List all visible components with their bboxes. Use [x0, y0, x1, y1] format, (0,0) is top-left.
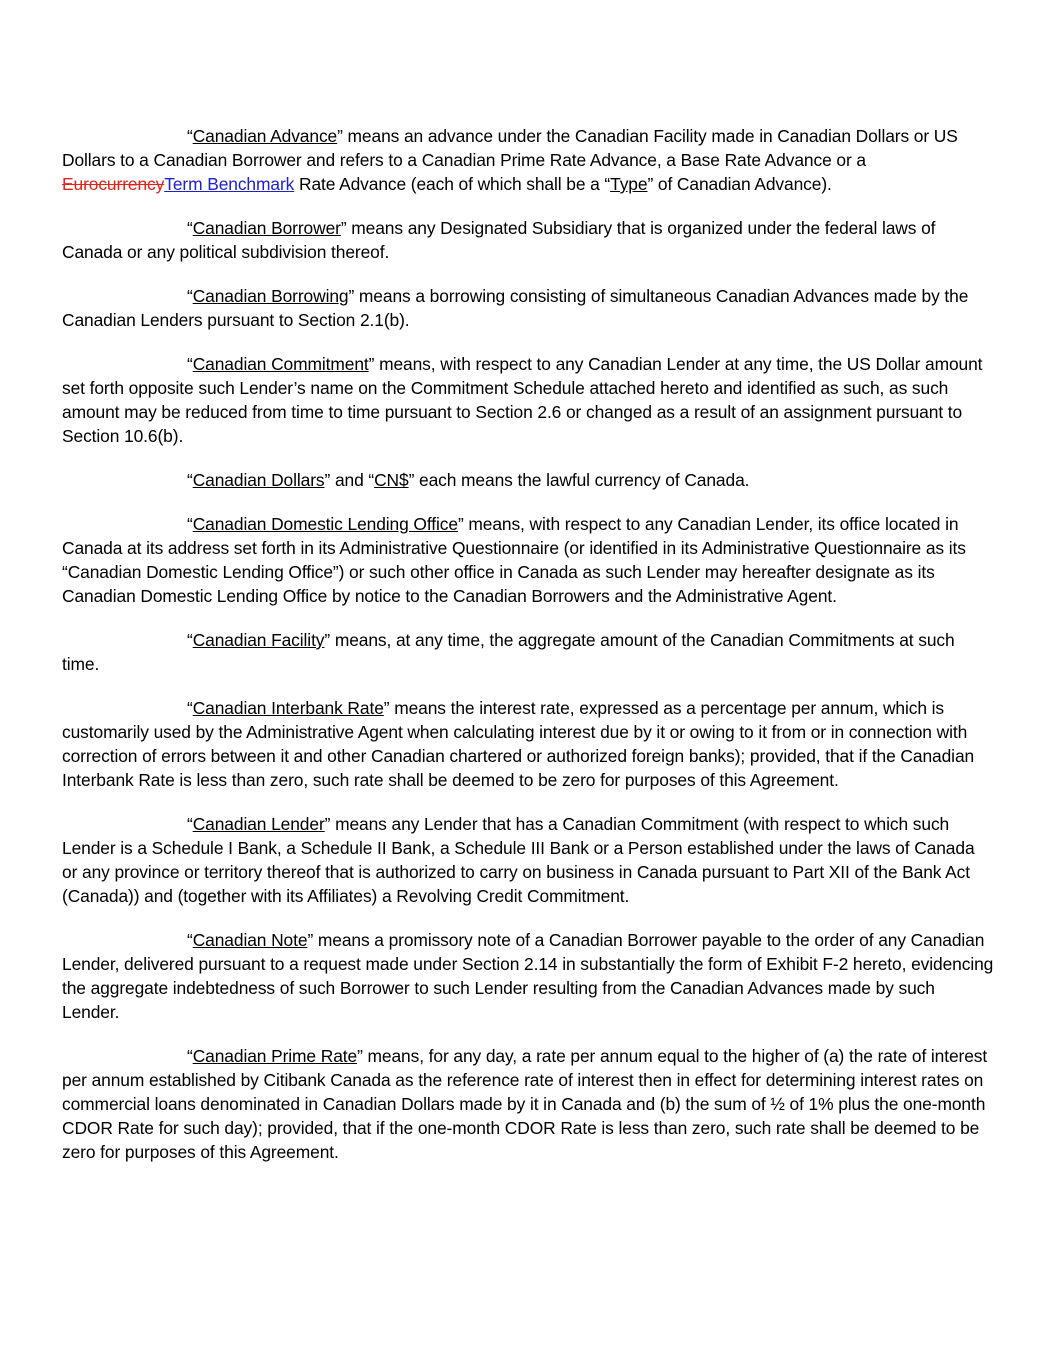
text-run: ” means, with respect to any Canadian Lender, its office located in Canada at its address set forth in its Administrative Questionnaire (or identified in its Administrative Questionnaire as its “Canadian Domestic Lending Office”) or such other office in Canada as such Lender may hereafter designate as its Canadian Domestic Lending Office by notice to the Canadian Borrowers and the Administrative Agent.	[62, 514, 966, 606]
defined-term: Type	[610, 174, 648, 194]
text-run: ” means, with respect to any Canadian Lender at any time, the US Dollar amount set forth opposite such Lender’s name on the Commitment Schedule attached hereto and identified as such, as such amount may be reduced from time to time pursuant to Section 2.6 or changed as a result of an assignment pursuant to Section 10.6(b).	[62, 354, 983, 446]
text-run: “	[187, 286, 193, 306]
text-run: ” each means the lawful currency of Canada.	[408, 470, 750, 490]
defined-term: Canadian Domestic Lending Office	[192, 514, 458, 534]
text-run: ” means, for any day, a rate per annum equal to the higher of (a) the rate of interest per annum established by Citibank Canada as the reference rate of interest then in effect for determining interest rates on commercial loans denominated in Canadian Dollars made by it in Canada and (b) the sum of ½ of 1% plus the one-month CDOR Rate for such day); provided, that if the one-month CDOR Rate is less than zero, such rate shall be deemed to be zero for purposes of this Agreement.	[62, 1046, 988, 1162]
text-run: “	[187, 514, 193, 534]
defined-term: Canadian Facility	[192, 630, 325, 650]
defined-term: Canadian Interbank Rate	[192, 698, 384, 718]
text-run: Rate Advance (each of which shall be a “	[294, 174, 611, 194]
text-run: ” means any Designated Subsidiary that is organized under the federal laws of Canada or any political subdivision thereof.	[62, 218, 936, 262]
text-run: ” means any Lender that has a Canadian Commitment (with respect to which such Lender is a Schedule I Bank, a Schedule II Bank, a Schedule III Bank or a Person established under the laws of Canada or any province or territory thereof that is authorized to carry on business in Canada pursuant to Part XII of the Bank Act (Canada)) and (together with its Affiliates) a Revolving Credit Commitment.	[62, 814, 975, 906]
defined-term: Canadian Note	[192, 930, 308, 950]
text-run: “	[187, 218, 193, 238]
text-run: “	[187, 1046, 193, 1066]
text-run: ” means, at any time, the aggregate amount of the Canadian Commitments at such time.	[62, 630, 955, 674]
text-run: ” and “	[324, 470, 375, 490]
definitions-section	[62, 124, 994, 1184]
definition-canadian-note	[62, 928, 994, 1024]
text-run: “	[187, 930, 193, 950]
defined-term: Canadian Borrower	[192, 218, 341, 238]
text-run: ” of Canadian Advance).	[647, 174, 832, 194]
definition-canadian-prime-rate	[62, 1044, 994, 1164]
defined-term: Canadian Borrowing	[192, 286, 349, 306]
defined-term: Canadian Commitment	[192, 354, 369, 374]
definition-canadian-advance	[62, 124, 994, 196]
text-run: ” means a promissory note of a Canadian Borrower payable to the order of any Canadian Lender, delivered pursuant to a request made under Section 2.14 in substantially the form of Exhibit F-2 hereto, evidencing the aggregate indebtedness of such Borrower to such Lender resulting from the Canadian Advances made by such Lender.	[62, 930, 994, 1022]
tracked-deletion: Eurocurrency	[62, 174, 165, 194]
text-run: ” means the interest rate, expressed as a percentage per annum, which is customarily used by the Administrative Agent when calculating interest due by it or owing to it from or in connection with correction of errors between it and other Canadian chartered or authorized foreign banks); provided, that if the Canadian Interbank Rate is less than zero, such rate shall be deemed to be zero for purposes of this Agreement.	[62, 698, 975, 790]
definition-canadian-lender	[62, 812, 994, 908]
definition-canadian-commitment	[62, 352, 994, 448]
text-run: ” means a borrowing consisting of simultaneous Canadian Advances made by the Canadian Lenders pursuant to Section 2.1(b).	[62, 286, 969, 330]
defined-term: Canadian Lender	[192, 814, 325, 834]
text-run: “	[187, 630, 193, 650]
text-run: ” means an advance under the Canadian Facility made in Canadian Dollars or US Dollars to a Canadian Borrower and refers to a Canadian Prime Rate Advance, a Base Rate Advance or a	[62, 126, 958, 170]
definition-canadian-facility	[62, 628, 994, 676]
definition-canadian-borrower	[62, 216, 994, 264]
defined-term: Canadian Dollars	[192, 470, 325, 490]
definition-canadian-dollars	[62, 468, 994, 492]
text-run: “	[187, 814, 193, 834]
defined-term: CN$	[374, 470, 409, 490]
text-run: “	[187, 470, 193, 490]
text-run: “	[187, 698, 193, 718]
text-run: “	[187, 126, 193, 146]
definition-canadian-borrowing	[62, 284, 994, 332]
tracked-insertion: Term Benchmark	[164, 174, 295, 194]
definition-canadian-interbank-rate	[62, 696, 994, 792]
text-run: “	[187, 354, 193, 374]
defined-term: Canadian Advance	[192, 126, 338, 146]
definition-canadian-domestic-lending-office	[62, 512, 994, 608]
defined-term: Canadian Prime Rate	[192, 1046, 358, 1066]
